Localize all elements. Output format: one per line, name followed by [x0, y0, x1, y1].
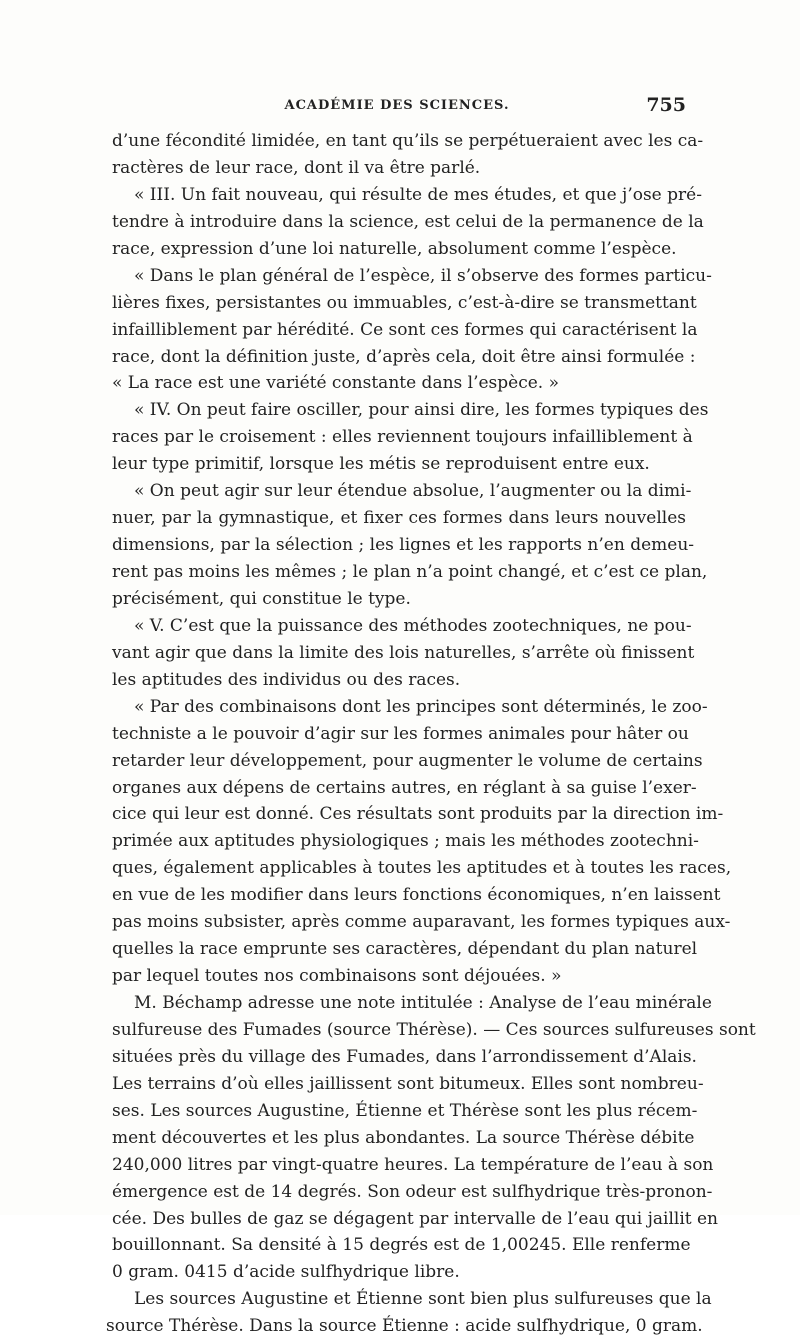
text-line: ment découvertes et les plus abondantes. La source Thérèse débite [112, 1127, 695, 1148]
text-line: en vue de les modifier dans leurs fonctions économiques, n’en laissent [112, 885, 721, 906]
text-line: émergence est de 14 degrés. Son odeur est sulfhydrique très-pronon- [112, 1181, 713, 1202]
text-line: « V. C’est que la puissance des méthodes zootechniques, ne pou- [134, 615, 692, 636]
text-line: Les sources Augustine et Étienne sont bien plus sulfureuses que la [134, 1289, 712, 1310]
text-line: sulfureuse des Fumades (source Thérèse). — Ces sources sulfureuses sont [112, 1019, 756, 1040]
text-line: vant agir que dans la limite des lois naturelles, s’arrête où finissent [112, 642, 695, 663]
running-head: ACADÉMIE DES SCIENCES. [284, 98, 510, 113]
text-line: cice qui leur est donné. Ces résultats sont produits par la direction im- [112, 804, 724, 825]
text-line: race, expression d’une loi naturelle, absolument comme l’espèce. [112, 238, 677, 259]
text-line: « Dans le plan général de l’espèce, il s’observe des formes particu- [134, 265, 712, 286]
text-line: primée aux aptitudes physiologiques ; mais les méthodes zootechni- [112, 831, 699, 852]
page-number: 755 [646, 94, 686, 116]
text-line: ques, également applicables à toutes les aptitudes et à toutes les races, [112, 858, 732, 879]
text-line: par lequel toutes nos combinaisons sont déjouées. » [112, 966, 562, 987]
text-line: techniste a le pouvoir d’agir sur les formes animales pour hâter ou [112, 723, 689, 744]
text-line: nuer, par la gymnastique, et fixer ces formes dans leurs nouvelles [112, 508, 686, 529]
text-line: ses. Les sources Augustine, Étienne et Thérèse sont les plus récem- [112, 1100, 698, 1121]
text-line: M. Béchamp adresse une note intitulée : Analyse de l’eau minérale [134, 993, 712, 1013]
text-line: les aptitudes des individus ou des races. [112, 669, 461, 690]
text-line: retarder leur développement, pour augmenter le volume de certains [112, 750, 703, 771]
text-line: pas moins subsister, après comme auparavant, les formes typiques aux- [112, 912, 731, 933]
text-line: dimensions, par la sélection ; les lignes et les rapports n’en demeu- [112, 535, 695, 556]
text-line: quelles la race emprunte ses caractères, dépendant du plan naturel [112, 939, 698, 960]
text-line: 240,000 litres par vingt-quatre heures. La température de l’eau à son [112, 1154, 714, 1175]
text-line: « IV. On peut faire osciller, pour ainsi dire, les formes typiques des [134, 400, 709, 421]
text-line: rent pas moins les mêmes ; le plan n’a point changé, et c’est ce plan, [112, 562, 708, 582]
text-line: source Thérèse. Dans la source Étienne : acide sulfhydrique, 0 gram. [106, 1316, 703, 1337]
text-line: lières fixes, persistantes ou immuables, c’est-à-dire se transmettant [112, 292, 697, 313]
text-line: d’une fécondité limidée, en tant qu’ils se perpétueraient avec les ca- [112, 131, 704, 151]
text-line: races par le croisement : elles reviennent toujours infailliblement à [112, 427, 693, 448]
text-line: précisément, qui constitue le type. [112, 588, 411, 609]
text-line: infailliblement par hérédité. Ce sont ces formes qui caractérisent la [112, 319, 698, 340]
text-line: ractères de leur race, dont il va être parlé. [112, 157, 481, 178]
text-line: organes aux dépens de certains autres, en réglant à sa guise l’exer- [112, 777, 697, 798]
text-line: « La race est une variété constante dans l’espèce. » [112, 373, 560, 394]
text-line: leur type primitif, lorsque les métis se reproduisent entre eux. [112, 454, 650, 475]
page-header [108, 94, 686, 124]
text-line: 0 gram. 0415 d’acide sulfhydrique libre. [112, 1262, 460, 1283]
text-line: « On peut agir sur leur étendue absolue, l’augmenter ou la dimi- [134, 481, 692, 502]
text-line: Les terrains d’où elles jaillissent sont bitumeux. Elles sont nombreu- [112, 1073, 704, 1094]
text-line: situées près du village des Fumades, dans l’arrondissement d’Alais. [112, 1046, 697, 1067]
text-line: cée. Des bulles de gaz se dégagent par intervalle de l’eau qui jaillit en [112, 1208, 718, 1229]
text-line: race, dont la définition juste, d’après cela, doit être ainsi formulée : [112, 346, 696, 367]
text-line: « III. Un fait nouveau, qui résulte de mes études, et que j’ose pré- [134, 184, 702, 205]
text-line: tendre à introduire dans la science, est celui de la permanence de la [112, 211, 704, 232]
body-text [106, 128, 756, 1340]
text-line: « Par des combinaisons dont les principes sont déterminés, le zoo- [134, 696, 708, 717]
text-line: bouillonnant. Sa densité à 15 degrés est de 1,00245. Elle renferme [112, 1235, 691, 1256]
